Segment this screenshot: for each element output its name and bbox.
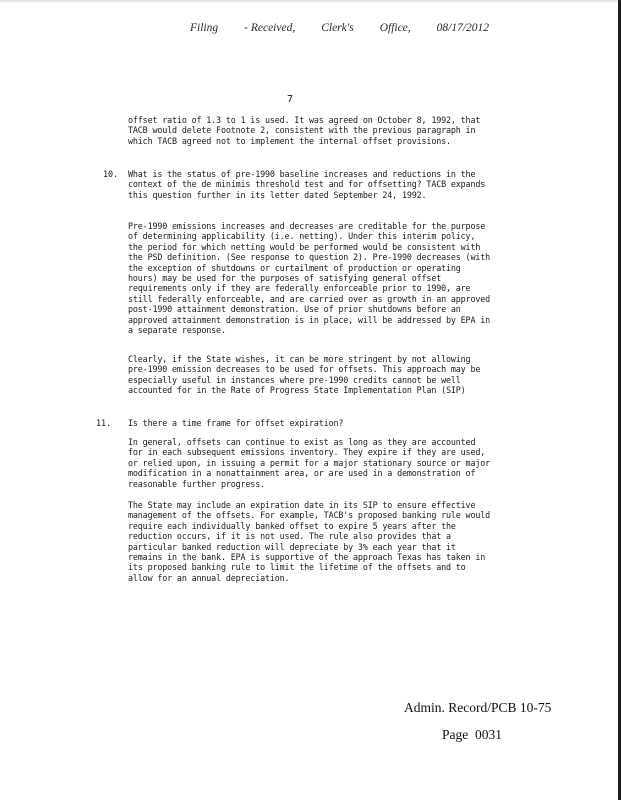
stamp-clerks: Clerk's bbox=[321, 22, 354, 34]
answer-10-paragraph-2: Clearly, if the State wishes, it can be more stringent by not allowing pre-1990 emission decreases to be used for offsets. This approach may be especially useful in instances where pre-1990 credits cannot be well accounted for in the Rate of Progress State Implementation Plan (SIP) bbox=[128, 354, 481, 396]
answer-11-paragraph-1: In general, offsets can continue to exist as long as they are accounted for in each subsequent emissions inventory. They expire if they are used, or relied upon, in issuing a permit for a major stationary source or major modification in a nonattainment area, or are used in a demonstration of reasonable further progress. bbox=[128, 437, 491, 489]
answer-10-paragraph-1: Pre-1990 emissions increases and decreases are creditable for the purpose of determining applicability (i.e. netting). Under this interim policy, the period for which netting would be performed would be consistent with the PSD definition. (See response to question 2). Pre-1990 decreases (with the exception of shutdowns or curtailment of production or operating hours) may be used for the purposes of satisfying general offset requirements only if they are federally enforceable prior to 1990, are still federally enforceable, and are carried over as growth in an approved post-1990 attainment demonstration. Use of prior shutdowns before an approved attainment demonstration is in place, will be addressed by EPA in a separate response. bbox=[128, 221, 491, 336]
question-10-text: What is the status of pre-1990 baseline increases and reductions in the context of the de minimis threshold test and for offsetting? TACB expands this question further in its letter dated September 24, 1992. bbox=[128, 169, 486, 200]
answer-11-paragraph-2: The State may include an expiration date in its SIP to ensure effective management of the offsets. For example, TACB's proposed banking rule would require each individually banked offset to expire 5 years after the reduction occurs, if it is not used. The rule also provides that a particular banked reduction will depreciate by 3% each year that it remains in the bank. EPA is supportive of the approach Texas has taken in its proposed banking rule to limit the lifetime of the offsets and to allow for an annual depreciation. bbox=[128, 500, 491, 583]
page-label: Page bbox=[442, 727, 469, 742]
question-number-11: 11. bbox=[96, 418, 112, 428]
filing-stamp bbox=[190, 22, 515, 34]
scan-top-edge bbox=[0, 0, 621, 2]
stamp-office: Office, bbox=[379, 22, 411, 34]
question-number-10: 10. bbox=[103, 169, 119, 179]
question-11-text: Is there a time frame for offset expiration? bbox=[128, 418, 344, 428]
stamp-date: 08/17/2012 bbox=[436, 22, 490, 34]
page-number: 7 bbox=[287, 94, 294, 105]
stamp-received: - Received, bbox=[244, 22, 296, 34]
page-value: 0031 bbox=[475, 727, 502, 742]
admin-record-label: Admin. Record/PCB 10-75 bbox=[404, 700, 552, 715]
paragraph-offset-ratio: offset ratio of 1.3 to 1 is used. It was agreed on October 8, 1992, that TACB would delete Footnote 2, consistent with the previous paragraph in which TACB agreed not to implement the internal offset provisions. bbox=[128, 115, 481, 146]
stamp-filing: Filing bbox=[190, 22, 219, 34]
